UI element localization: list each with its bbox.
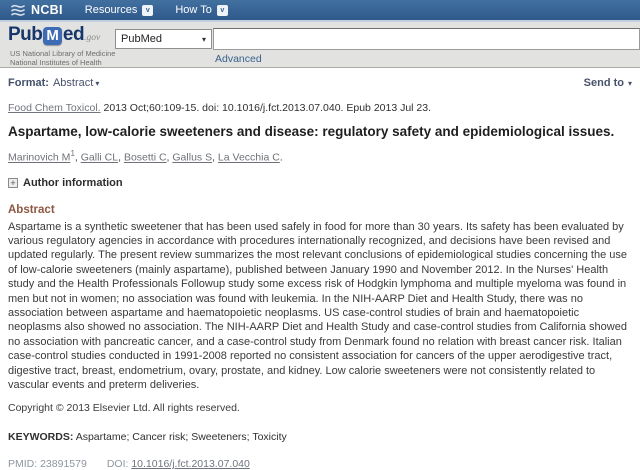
authors-line: [8, 149, 632, 164]
keywords-line: [8, 431, 632, 443]
author-separator: ,: [74, 151, 81, 164]
doi-label: DOI:: [106, 458, 129, 470]
resources-dropdown-icon[interactable]: v: [142, 5, 153, 16]
pmid-label: PMID:: [8, 458, 38, 470]
ncbi-brand-label: NCBI: [31, 3, 63, 17]
author-separator: ,: [118, 151, 124, 164]
expand-plus-icon[interactable]: +: [8, 178, 18, 188]
pmid-value: 23891579: [40, 458, 87, 470]
author-separator: ,: [166, 151, 173, 164]
pubmed-logo[interactable]: [8, 24, 100, 46]
resources-menu[interactable]: [85, 4, 154, 16]
howto-dropdown-icon[interactable]: v: [217, 5, 228, 16]
format-value[interactable]: Abstract: [52, 77, 94, 89]
author-separator: .: [279, 151, 283, 164]
citation-details: 2013 Oct;60:109-15. doi: 10.1016/j.fct.2013.07.040. Epub 2013 Jul 23.: [100, 102, 432, 114]
author-separator: ,: [212, 151, 218, 164]
keywords-value: Aspartame; Cancer risk; Sweeteners; Toxicity: [75, 431, 287, 444]
author-affiliation-sup[interactable]: 1: [70, 149, 75, 158]
send-to-control[interactable]: [584, 77, 632, 89]
resources-menu-label: Resources: [84, 4, 138, 16]
howto-menu-label: How To: [175, 4, 212, 16]
pubmed-logo-ed: ed: [62, 24, 85, 45]
ncbi-top-bar: [0, 0, 640, 22]
citation-line: [8, 102, 632, 114]
pubmed-header: [0, 22, 640, 68]
format-control[interactable]: [8, 77, 99, 89]
author-link[interactable]: La Vecchia C: [217, 151, 280, 164]
nlm-tagline: [10, 49, 115, 67]
article-title: Aspartame, low-calorie sweeteners and disease: regulatory safety and epidemiological issues.: [8, 124, 615, 139]
database-select-arrow-icon: ▾: [201, 34, 206, 44]
howto-menu[interactable]: [175, 4, 227, 16]
database-select[interactable]: [115, 29, 212, 49]
author-link[interactable]: Galli CL: [80, 151, 119, 164]
abstract-heading: Abstract: [8, 203, 55, 216]
identifiers-line: [8, 458, 632, 470]
author-link[interactable]: Bosetti C: [123, 151, 167, 164]
pubmed-logo-m-badge: M: [43, 27, 62, 45]
pubmed-logo-gov: .gov: [84, 33, 101, 43]
nlm-tagline-line1: US National Library of Medicine: [10, 49, 116, 58]
nlm-tagline-line2: National Institutes of Health: [10, 58, 102, 67]
pmid-group: [8, 458, 87, 470]
format-label: Format:: [8, 77, 49, 89]
abstract-text: Aspartame is a synthetic sweetener that has been used safely in food for more than 30 years. Its safety has been evaluated by various regulatory agencies in accordance with procedures internationally recognized, and decisions have been revised and updated regularly. The present review summarizes the most relevant conclusions of epidemiological studies concerning the use of low-calorie sweeteners (mainly aspartame), published between January 1990 and November 2012. In the Nurses' Health study and the Health Professionals Followup study some excess risk of Hodgkin lymphoma and multiple myeloma was found in men but not in women; no association was found with leukemia. In the NIH-AARP Diet and Health Study, there was no association between aspartame and haematopoietic neoplasms. US case-control studies of brain and haematopoietic neoplasms also showed no association. The NIH-AARP Diet and Health Study and case-control studies from California showed no association with pancreatic cancer, and a case-control study from Denmark found no relation with breast cancer risk. Italian case-control studies conducted in 1991-2008 reported no consistent association for cancers of the upper aerodigestive tract, digestive tract, breast, endometrium, ovary, prostate, and kidney. Low calorie sweeteners were not consistently related to vascular events and preterm deliveries.: [8, 220, 627, 391]
doi-group: [107, 458, 250, 470]
format-dropdown-icon: ▾: [95, 79, 100, 88]
advanced-search-link[interactable]: Advanced: [215, 53, 262, 65]
author-information-label: Author information: [23, 176, 123, 189]
journal-link[interactable]: Food Chem Toxicol.: [8, 102, 101, 114]
article-content: [0, 77, 640, 470]
ncbi-home-link[interactable]: [10, 3, 63, 17]
send-to-label[interactable]: Send to: [583, 77, 624, 89]
author-link[interactable]: Gallus S: [172, 151, 213, 164]
doi-link[interactable]: 10.1016/j.fct.2013.07.040: [131, 458, 250, 470]
results-toolbar: [8, 77, 632, 89]
keywords-label: KEYWORDS:: [8, 431, 74, 444]
author-information-expander[interactable]: [8, 177, 632, 189]
send-to-dropdown-icon: ▾: [627, 79, 632, 88]
ncbi-swoosh-icon: [10, 3, 26, 17]
pubmed-logo-pub: Pub: [8, 24, 43, 45]
author-link[interactable]: Marinovich M: [8, 151, 71, 164]
search-input[interactable]: [213, 28, 640, 50]
database-select-value: PubMed: [121, 33, 162, 45]
copyright-notice: Copyright © 2013 Elsevier Ltd. All rights reserved.: [8, 402, 240, 415]
